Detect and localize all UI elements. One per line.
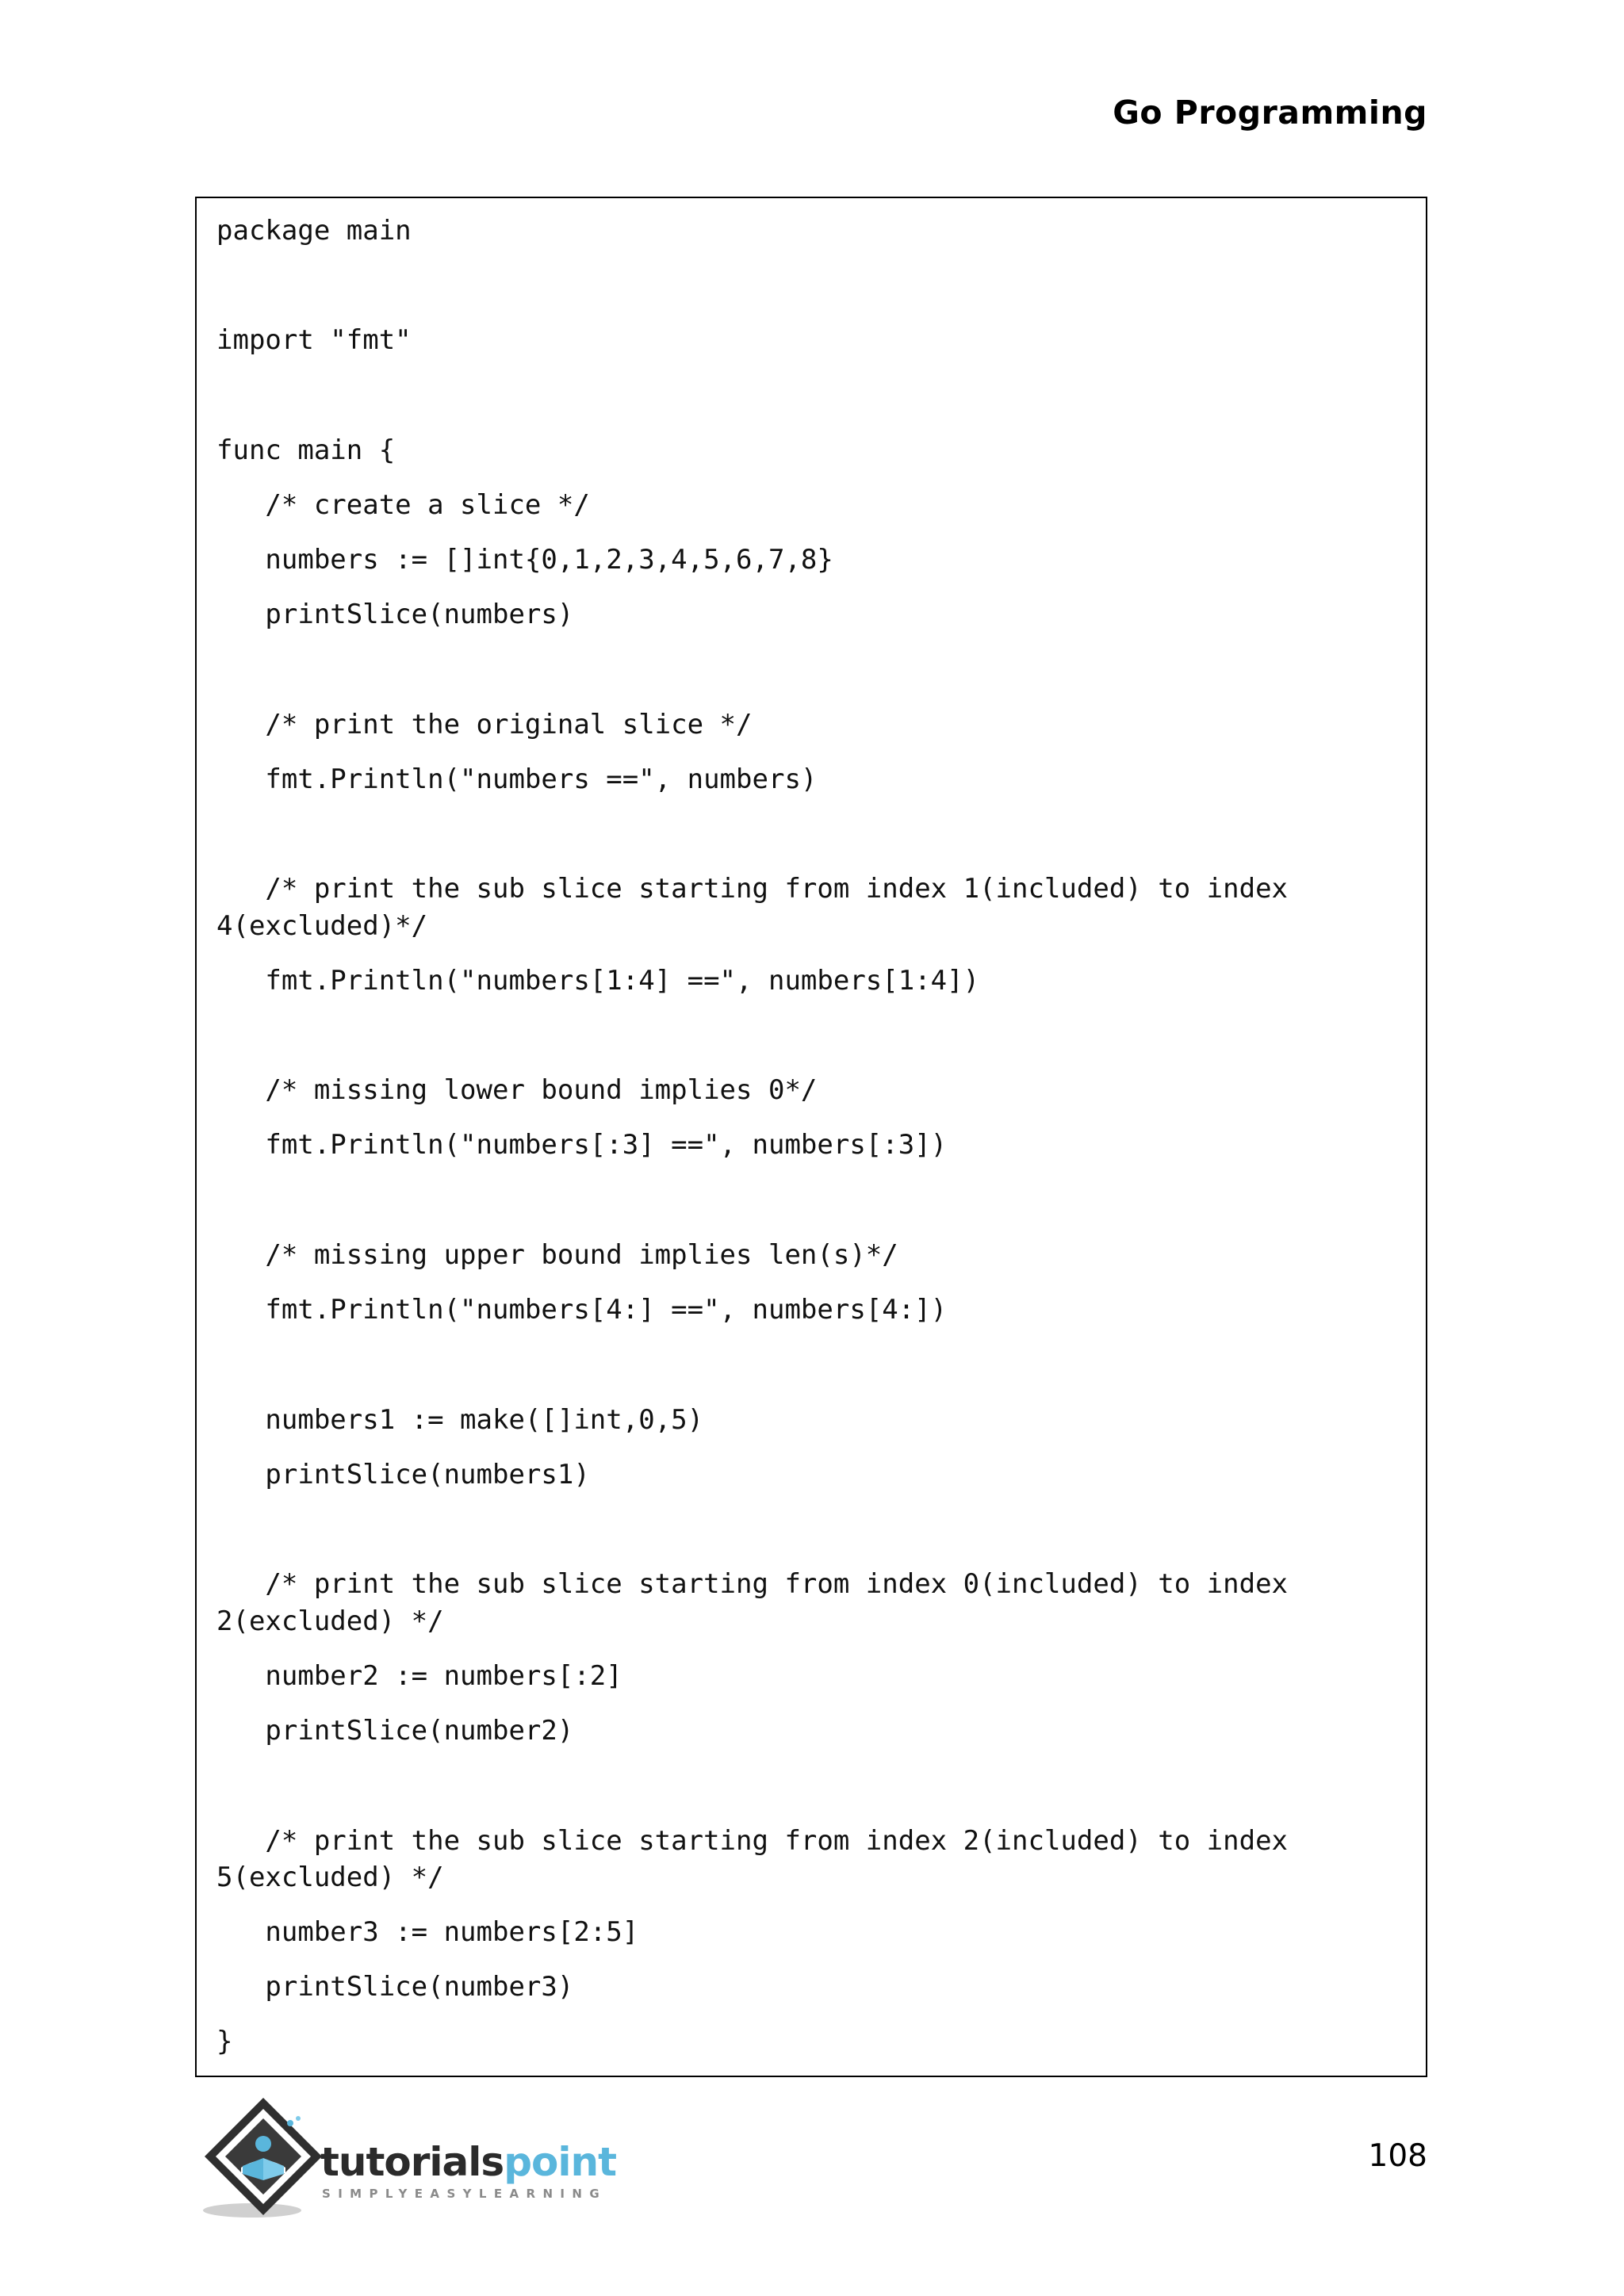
code-line: number3 := numbers[2:5] (216, 1916, 639, 1948)
code-line: /* missing lower bound implies 0*/ (216, 1074, 818, 1106)
code-line: printSlice(number2) (216, 1715, 574, 1747)
logo-tagline: SIMPLYEASYLEARNING (322, 2187, 607, 2201)
code-line: printSlice(numbers1) (216, 1459, 590, 1490)
code-line: 4(excluded)*/ (216, 910, 428, 942)
code-line: fmt.Println("numbers[1:4] ==", numbers[1:4]) (216, 965, 980, 997)
code-line: /* print the sub slice starting from index 2(included) to index (216, 1825, 1289, 1857)
code-line: package main (216, 215, 412, 247)
code-line: fmt.Println("numbers[:3] ==", numbers[:3]) (216, 1129, 948, 1161)
tutorialspoint-logo (195, 2095, 639, 2221)
code-line: fmt.Println("numbers[4:] ==", numbers[4:]) (216, 1294, 948, 1326)
page-number: 108 (1368, 2138, 1427, 2174)
code-line: func main { (216, 434, 396, 466)
code-line: printSlice(number3) (216, 1971, 574, 2003)
logo-wordmark (320, 2139, 616, 2185)
code-line: 2(excluded) */ (216, 1605, 444, 1637)
logo-word-point: point (504, 2139, 616, 2185)
code-line: import "fmt" (216, 324, 412, 356)
code-line: /* print the sub slice starting from index 1(included) to index (216, 873, 1289, 905)
code-line: numbers := []int{0,1,2,3,4,5,6,7,8} (216, 544, 833, 576)
page-header-title: Go Programming (1113, 94, 1427, 132)
code-line: number2 := numbers[:2] (216, 1660, 622, 1692)
code-line: fmt.Println("numbers ==", numbers) (216, 763, 818, 795)
logo-word-tutorials: tutorials (320, 2139, 504, 2185)
code-line: numbers1 := make([]int,0,5) (216, 1404, 704, 1436)
code-line: /* missing upper bound implies len(s)*/ (216, 1239, 898, 1271)
code-line: /* print the original slice */ (216, 709, 753, 740)
logo-diamond-icon (195, 2095, 330, 2221)
code-line: } (216, 2026, 233, 2057)
code-line: 5(excluded) */ (216, 1862, 444, 1893)
code-line: /* print the sub slice starting from index 0(included) to index (216, 1568, 1289, 1600)
code-line: /* create a slice */ (216, 489, 590, 521)
code-line: printSlice(numbers) (216, 599, 574, 630)
